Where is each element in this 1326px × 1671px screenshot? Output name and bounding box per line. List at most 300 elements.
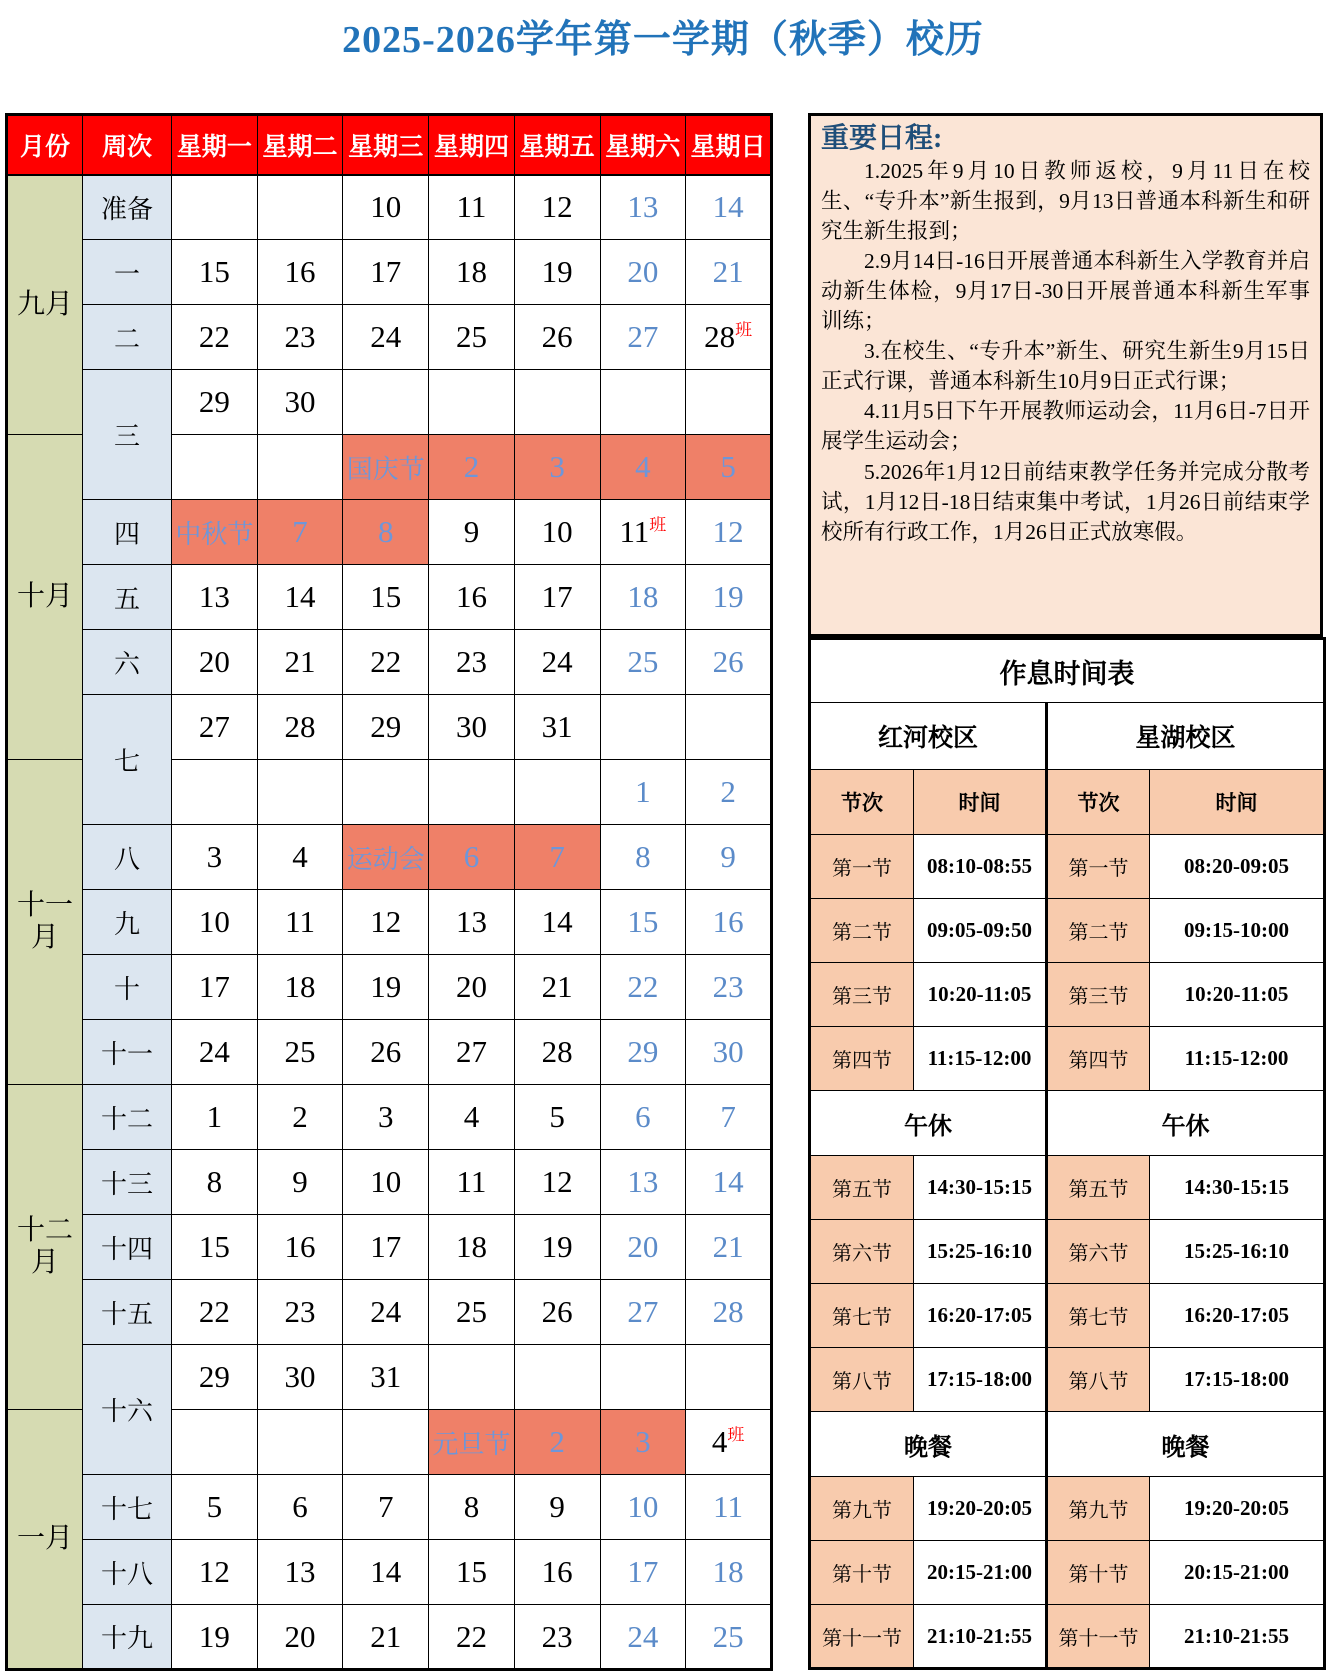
- day-cell: [429, 1605, 515, 1670]
- calendar-header-cell-0: 月份: [7, 115, 83, 175]
- period-time: 11:15-12:00: [1150, 1027, 1325, 1091]
- day-number: 22: [198, 319, 230, 354]
- period-name: 第五节: [1047, 1156, 1150, 1220]
- timetable-subheader-0: 节次: [810, 770, 914, 835]
- day-cell: [257, 1280, 343, 1345]
- day-cell: [600, 565, 686, 630]
- day-number: 30: [455, 709, 487, 744]
- period-name: 第十节: [810, 1541, 914, 1605]
- day-cell: [429, 175, 515, 240]
- day-cell: [172, 1085, 258, 1150]
- period-time: 08:20-09:05: [1150, 835, 1325, 899]
- week-cell: 四: [83, 500, 172, 565]
- class-timetable: [808, 637, 1326, 1670]
- day-cell: [686, 890, 772, 955]
- period-time: 11:15-12:00: [914, 1027, 1047, 1091]
- day-cell: [600, 1475, 686, 1540]
- day-number: 25: [455, 1294, 487, 1329]
- day-number: 1: [635, 774, 651, 809]
- important-schedule-title: 重要日程:: [821, 123, 943, 154]
- day-number: 28: [704, 319, 736, 354]
- calendar-row: [7, 1605, 772, 1670]
- day-number: 5: [549, 1099, 565, 1134]
- day-number: 8: [463, 1489, 480, 1524]
- day-number: 12: [198, 1554, 230, 1589]
- day-number: 20: [627, 1229, 659, 1264]
- day-cell: [172, 1605, 258, 1670]
- day-cell: [172, 695, 258, 760]
- period-name: 第九节: [1047, 1477, 1150, 1541]
- day-cell: [514, 1085, 600, 1150]
- week-cell: 十: [83, 955, 172, 1020]
- day-cell: [600, 370, 686, 435]
- period-time: 19:20-20:05: [914, 1477, 1047, 1541]
- day-number: 20: [284, 1618, 316, 1654]
- day-cell: [514, 1345, 600, 1410]
- day-number: 24: [627, 1618, 659, 1654]
- day-cell: [172, 955, 258, 1020]
- day-number: 10: [370, 1164, 402, 1199]
- period-time: 16:20-17:05: [914, 1284, 1047, 1348]
- day-number: 24: [198, 1034, 230, 1069]
- day-number: 4: [292, 839, 308, 874]
- day-number: 10: [198, 904, 230, 939]
- day-number: 25: [284, 1034, 316, 1069]
- period-name: 第二节: [1047, 899, 1150, 963]
- day-cell: [686, 240, 772, 305]
- day-cell: [600, 1410, 686, 1475]
- day-cell: [514, 825, 600, 890]
- campus-header-2: 星湖校区: [1047, 703, 1325, 770]
- day-cell: [600, 630, 686, 695]
- week-cell: 十五: [83, 1280, 172, 1345]
- day-number: 10: [627, 1489, 659, 1524]
- day-cell: [514, 955, 600, 1020]
- day-cell: [429, 1150, 515, 1215]
- break-cell: 午休: [810, 1091, 1047, 1156]
- day-cell: [686, 760, 772, 825]
- day-number: 27: [627, 319, 659, 354]
- period-row: [810, 1348, 1325, 1412]
- important-schedule-panel: [808, 113, 1323, 637]
- day-number: 6: [292, 1489, 308, 1524]
- schedule-item-1: 1.2025年9月10日教师返校，9月11日在校生、“专升本”新生报到，9月13日普通本科新生和研究生新生报到；: [821, 158, 1310, 243]
- day-number: 23: [541, 1618, 573, 1654]
- day-number: 10: [370, 189, 402, 225]
- day-cell: [600, 1605, 686, 1670]
- day-cell: [686, 825, 772, 890]
- period-time: 09:05-09:50: [914, 899, 1047, 963]
- day-number: 13: [198, 579, 230, 614]
- day-number: 11: [713, 1489, 744, 1524]
- day-number: 11: [285, 904, 315, 939]
- week-cell: 十六: [83, 1345, 172, 1475]
- period-time: 21:10-21:55: [1150, 1605, 1325, 1669]
- day-cell: [600, 1085, 686, 1150]
- period-row: [810, 899, 1325, 963]
- day-number: 29: [370, 709, 402, 744]
- day-number: 14: [284, 579, 316, 614]
- day-number: 26: [712, 644, 744, 679]
- day-number: 2: [720, 774, 736, 809]
- day-number: 16: [284, 1229, 316, 1264]
- day-number: 16: [541, 1554, 573, 1589]
- calendar-row: [7, 955, 772, 1020]
- period-time: 09:15-10:00: [1150, 899, 1325, 963]
- day-number: 18: [455, 1229, 487, 1264]
- timetable-subheader-1: 时间: [914, 770, 1047, 835]
- day-cell: [600, 1150, 686, 1215]
- timetable-subheader-3: 时间: [1150, 770, 1325, 835]
- day-number: 2: [549, 1424, 565, 1459]
- day-number: 17: [370, 254, 402, 289]
- day-cell: [686, 435, 772, 500]
- period-row: [810, 835, 1325, 899]
- day-cell: [600, 760, 686, 825]
- day-number: 30: [284, 1359, 316, 1394]
- day-number: 21: [370, 1618, 402, 1654]
- day-cell: [514, 435, 600, 500]
- month-cell: 十月: [7, 435, 83, 760]
- day-cell: [686, 1020, 772, 1085]
- month-cell: 九月: [7, 175, 83, 435]
- day-cell: [257, 1215, 343, 1280]
- day-number: 24: [370, 1294, 402, 1329]
- day-number: 21: [541, 969, 573, 1004]
- day-cell: [257, 955, 343, 1020]
- day-number: 18: [627, 579, 659, 614]
- calendar-row: [7, 1150, 772, 1215]
- day-cell: [172, 630, 258, 695]
- day-number: 8: [635, 839, 651, 874]
- day-cell: [600, 240, 686, 305]
- page-title: 2025-2026学年第一学期（秋季）校历: [342, 19, 984, 61]
- calendar-row: [7, 1280, 772, 1345]
- day-number: 22: [370, 644, 402, 679]
- day-cell: [172, 1540, 258, 1605]
- calendar-header-cell-5: 星期四: [429, 115, 515, 175]
- day-number: 19: [541, 1229, 573, 1264]
- period-time: 16:20-17:05: [1150, 1284, 1325, 1348]
- week-cell: 七: [83, 695, 172, 825]
- day-number: 7: [720, 1099, 736, 1134]
- holiday-cell: [429, 1410, 515, 1475]
- day-cell: [343, 630, 429, 695]
- day-cell: [686, 1150, 772, 1215]
- period-row: [810, 963, 1325, 1027]
- day-number: 23: [712, 969, 744, 1004]
- day-number: 2: [463, 449, 480, 484]
- day-number: 26: [541, 1294, 573, 1329]
- day-cell: [686, 500, 772, 565]
- day-cell: [343, 1345, 429, 1410]
- day-number: 23: [284, 319, 316, 354]
- holiday-cell: [343, 435, 429, 500]
- schedule-item-2: 2.9月14日-16日开展普通本科新生入学教育并启动新生体检，9月17日-30日开展普通本科新生军事训练；: [821, 248, 1310, 334]
- day-number: 24: [541, 644, 573, 679]
- day-number: 10: [541, 514, 573, 549]
- period-row: [810, 1477, 1325, 1541]
- day-cell: [600, 305, 686, 370]
- period-time: 20:15-21:00: [1150, 1541, 1325, 1605]
- timetable-subheader-2: 节次: [1047, 770, 1150, 835]
- campus-header-row: [810, 703, 1325, 770]
- day-cell: [600, 1345, 686, 1410]
- day-cell: [600, 890, 686, 955]
- day-cell: [257, 1150, 343, 1215]
- calendar-header-cell-4: 星期三: [343, 115, 429, 175]
- workday-marker: 班: [735, 320, 753, 340]
- day-cell: [686, 175, 772, 240]
- day-number: 11: [456, 1164, 487, 1199]
- day-number: 14: [541, 904, 573, 939]
- calendar-row: [7, 630, 772, 695]
- week-cell: 十七: [83, 1475, 172, 1540]
- week-cell: 十一: [83, 1020, 172, 1085]
- day-cell: [343, 760, 429, 825]
- day-cell: [514, 1540, 600, 1605]
- week-cell: 十八: [83, 1540, 172, 1605]
- day-number: 16: [712, 904, 744, 939]
- day-cell: [343, 1410, 429, 1475]
- period-name: 第六节: [1047, 1220, 1150, 1284]
- day-number: 22: [198, 1294, 230, 1329]
- day-number: 17: [370, 1229, 402, 1264]
- day-number: 7: [378, 1489, 394, 1524]
- day-cell: [514, 1475, 600, 1540]
- day-cell: [172, 305, 258, 370]
- period-name: 第一节: [810, 835, 914, 899]
- day-cell: [172, 1280, 258, 1345]
- day-number: 15: [198, 254, 230, 289]
- day-cell: [514, 1410, 600, 1475]
- day-number: 28: [284, 709, 316, 744]
- day-cell: [343, 1605, 429, 1670]
- day-cell: [343, 1280, 429, 1345]
- break-cell: 晚餐: [1047, 1412, 1325, 1477]
- break-cell: 晚餐: [810, 1412, 1047, 1477]
- day-cell: [429, 240, 515, 305]
- day-cell: [686, 1410, 772, 1475]
- day-cell: [686, 1475, 772, 1540]
- day-cell: [257, 370, 343, 435]
- day-cell: [172, 1150, 258, 1215]
- calendar-header-cell-1: 周次: [83, 115, 172, 175]
- schedule-item-3: 3.在校生、“专升本”新生、研究生新生9月15日正式行课，普通本科新生10月9日正式行课；: [821, 339, 1310, 394]
- day-cell: [172, 890, 258, 955]
- day-number: 13: [455, 904, 487, 939]
- day-cell: [686, 1280, 772, 1345]
- period-name: 第三节: [1047, 963, 1150, 1027]
- day-number: 4: [635, 449, 651, 484]
- break-row: [810, 1412, 1325, 1477]
- period-row: [810, 1156, 1325, 1220]
- week-cell: 一: [83, 240, 172, 305]
- day-cell: [172, 370, 258, 435]
- day-cell: [343, 695, 429, 760]
- week-cell: 二: [83, 305, 172, 370]
- day-cell: [257, 1475, 343, 1540]
- day-number: 9: [720, 839, 736, 874]
- calendar-body: [7, 175, 772, 1670]
- day-cell: [600, 435, 686, 500]
- day-number: 29: [627, 1034, 659, 1069]
- timetable-title: 作息时间表: [810, 639, 1325, 703]
- day-number: 12: [712, 514, 744, 549]
- week-cell: 三: [83, 370, 172, 500]
- day-cell: [172, 435, 258, 500]
- period-name: 第三节: [810, 963, 914, 1027]
- day-number: 26: [541, 319, 573, 354]
- period-name: 第十一节: [810, 1605, 914, 1669]
- day-cell: [343, 305, 429, 370]
- day-number: 元旦节: [432, 1429, 511, 1459]
- period-name: 第十节: [1047, 1541, 1150, 1605]
- week-cell: 十四: [83, 1215, 172, 1280]
- day-number: 19: [541, 254, 573, 289]
- day-cell: [514, 890, 600, 955]
- day-number: 23: [455, 644, 487, 679]
- calendar-table: [5, 113, 773, 1671]
- timetable-body: [810, 639, 1325, 1669]
- day-number: 18: [712, 1554, 744, 1589]
- day-cell: [343, 1540, 429, 1605]
- week-cell: 准备: [83, 175, 172, 240]
- day-cell: [514, 1605, 600, 1670]
- day-cell: [343, 175, 429, 240]
- day-cell: [172, 760, 258, 825]
- day-number: 3: [378, 1099, 394, 1134]
- day-number: 7: [292, 514, 308, 549]
- day-cell: [600, 1280, 686, 1345]
- day-number: 24: [370, 319, 402, 354]
- period-time: 19:20-20:05: [1150, 1477, 1325, 1541]
- day-cell: [257, 1605, 343, 1670]
- day-cell: [257, 1085, 343, 1150]
- day-number: 31: [370, 1359, 402, 1394]
- calendar-row: [7, 305, 772, 370]
- day-cell: [600, 825, 686, 890]
- holiday-cell: [343, 825, 429, 890]
- day-cell: [600, 1020, 686, 1085]
- day-cell: [686, 565, 772, 630]
- day-cell: [429, 305, 515, 370]
- day-number: 25: [455, 319, 487, 354]
- month-cell: 一月: [7, 1410, 83, 1670]
- day-number: 29: [198, 384, 230, 419]
- day-cell: [686, 1085, 772, 1150]
- day-number: 28: [712, 1294, 744, 1329]
- day-number: 30: [712, 1034, 744, 1069]
- period-row: [810, 1027, 1325, 1091]
- day-number: 21: [284, 644, 316, 679]
- day-cell: [514, 565, 600, 630]
- day-cell: [257, 890, 343, 955]
- day-cell: [257, 305, 343, 370]
- period-name: 第六节: [810, 1220, 914, 1284]
- day-number: 27: [627, 1294, 659, 1329]
- day-number: 中秋节: [175, 519, 254, 549]
- day-number: 22: [627, 969, 659, 1004]
- day-cell: [429, 630, 515, 695]
- day-cell: [686, 695, 772, 760]
- period-time: 10:20-11:05: [914, 963, 1047, 1027]
- schedule-item-5: 5.2026年1月12日前结束教学任务并完成分散考试，1月12日-18日结束集中考试，1月26日前结束学校所有行政工作，1月26日正式放寒假。: [821, 459, 1310, 544]
- timetable-title-row: [810, 639, 1325, 703]
- calendar-row: [7, 890, 772, 955]
- day-cell: [686, 955, 772, 1020]
- day-cell: [257, 1345, 343, 1410]
- day-number: 27: [455, 1034, 487, 1069]
- period-time: 08:10-08:55: [914, 835, 1047, 899]
- day-cell: [343, 890, 429, 955]
- day-cell: [343, 955, 429, 1020]
- day-cell: [429, 1020, 515, 1085]
- calendar-row: [7, 1345, 772, 1410]
- day-number: 13: [627, 1164, 659, 1199]
- day-number: 31: [541, 709, 573, 744]
- day-cell: [343, 1475, 429, 1540]
- period-name: 第九节: [810, 1477, 914, 1541]
- period-name: 第二节: [810, 899, 914, 963]
- workday-marker: 班: [649, 515, 667, 535]
- calendar-row: [7, 1085, 772, 1150]
- day-cell: [686, 1215, 772, 1280]
- day-number: 29: [198, 1359, 230, 1394]
- calendar-header-cell-8: 星期日: [686, 115, 772, 175]
- period-name: 第八节: [810, 1348, 914, 1412]
- day-cell: [257, 1410, 343, 1475]
- day-number: 14: [712, 189, 744, 225]
- calendar-row: [7, 565, 772, 630]
- week-cell: 十二: [83, 1085, 172, 1150]
- day-number: 25: [712, 1618, 744, 1654]
- day-cell: [686, 370, 772, 435]
- day-number: 17: [198, 969, 230, 1004]
- period-time: 21:10-21:55: [914, 1605, 1047, 1669]
- day-cell: [514, 630, 600, 695]
- day-number: 12: [541, 189, 573, 225]
- day-cell: [514, 1215, 600, 1280]
- period-time: 15:25-16:10: [1150, 1220, 1325, 1284]
- day-cell: [257, 1540, 343, 1605]
- day-number: 15: [198, 1229, 230, 1264]
- timetable-subheader-row: [810, 770, 1325, 835]
- day-number: 3: [635, 1424, 651, 1459]
- day-number: 14: [712, 1164, 744, 1199]
- calendar-header-cell-6: 星期五: [514, 115, 600, 175]
- day-number: 20: [198, 644, 230, 679]
- day-number: 18: [284, 969, 316, 1004]
- calendar-header-cell-7: 星期六: [600, 115, 686, 175]
- day-number: 3: [549, 449, 565, 484]
- day-number: 15: [455, 1554, 487, 1589]
- day-cell: [429, 1345, 515, 1410]
- day-cell: [257, 695, 343, 760]
- period-time: 14:30-15:15: [914, 1156, 1047, 1220]
- calendar-row: [7, 1540, 772, 1605]
- week-cell: 十三: [83, 1150, 172, 1215]
- day-number: 22: [455, 1618, 487, 1654]
- day-cell: [514, 175, 600, 240]
- day-number: 27: [198, 709, 230, 744]
- calendar-header-row: [7, 115, 772, 175]
- day-cell: [600, 500, 686, 565]
- day-cell: [514, 1150, 600, 1215]
- day-number: 9: [549, 1489, 565, 1524]
- day-number: 30: [284, 384, 316, 419]
- day-number: 2: [292, 1099, 308, 1134]
